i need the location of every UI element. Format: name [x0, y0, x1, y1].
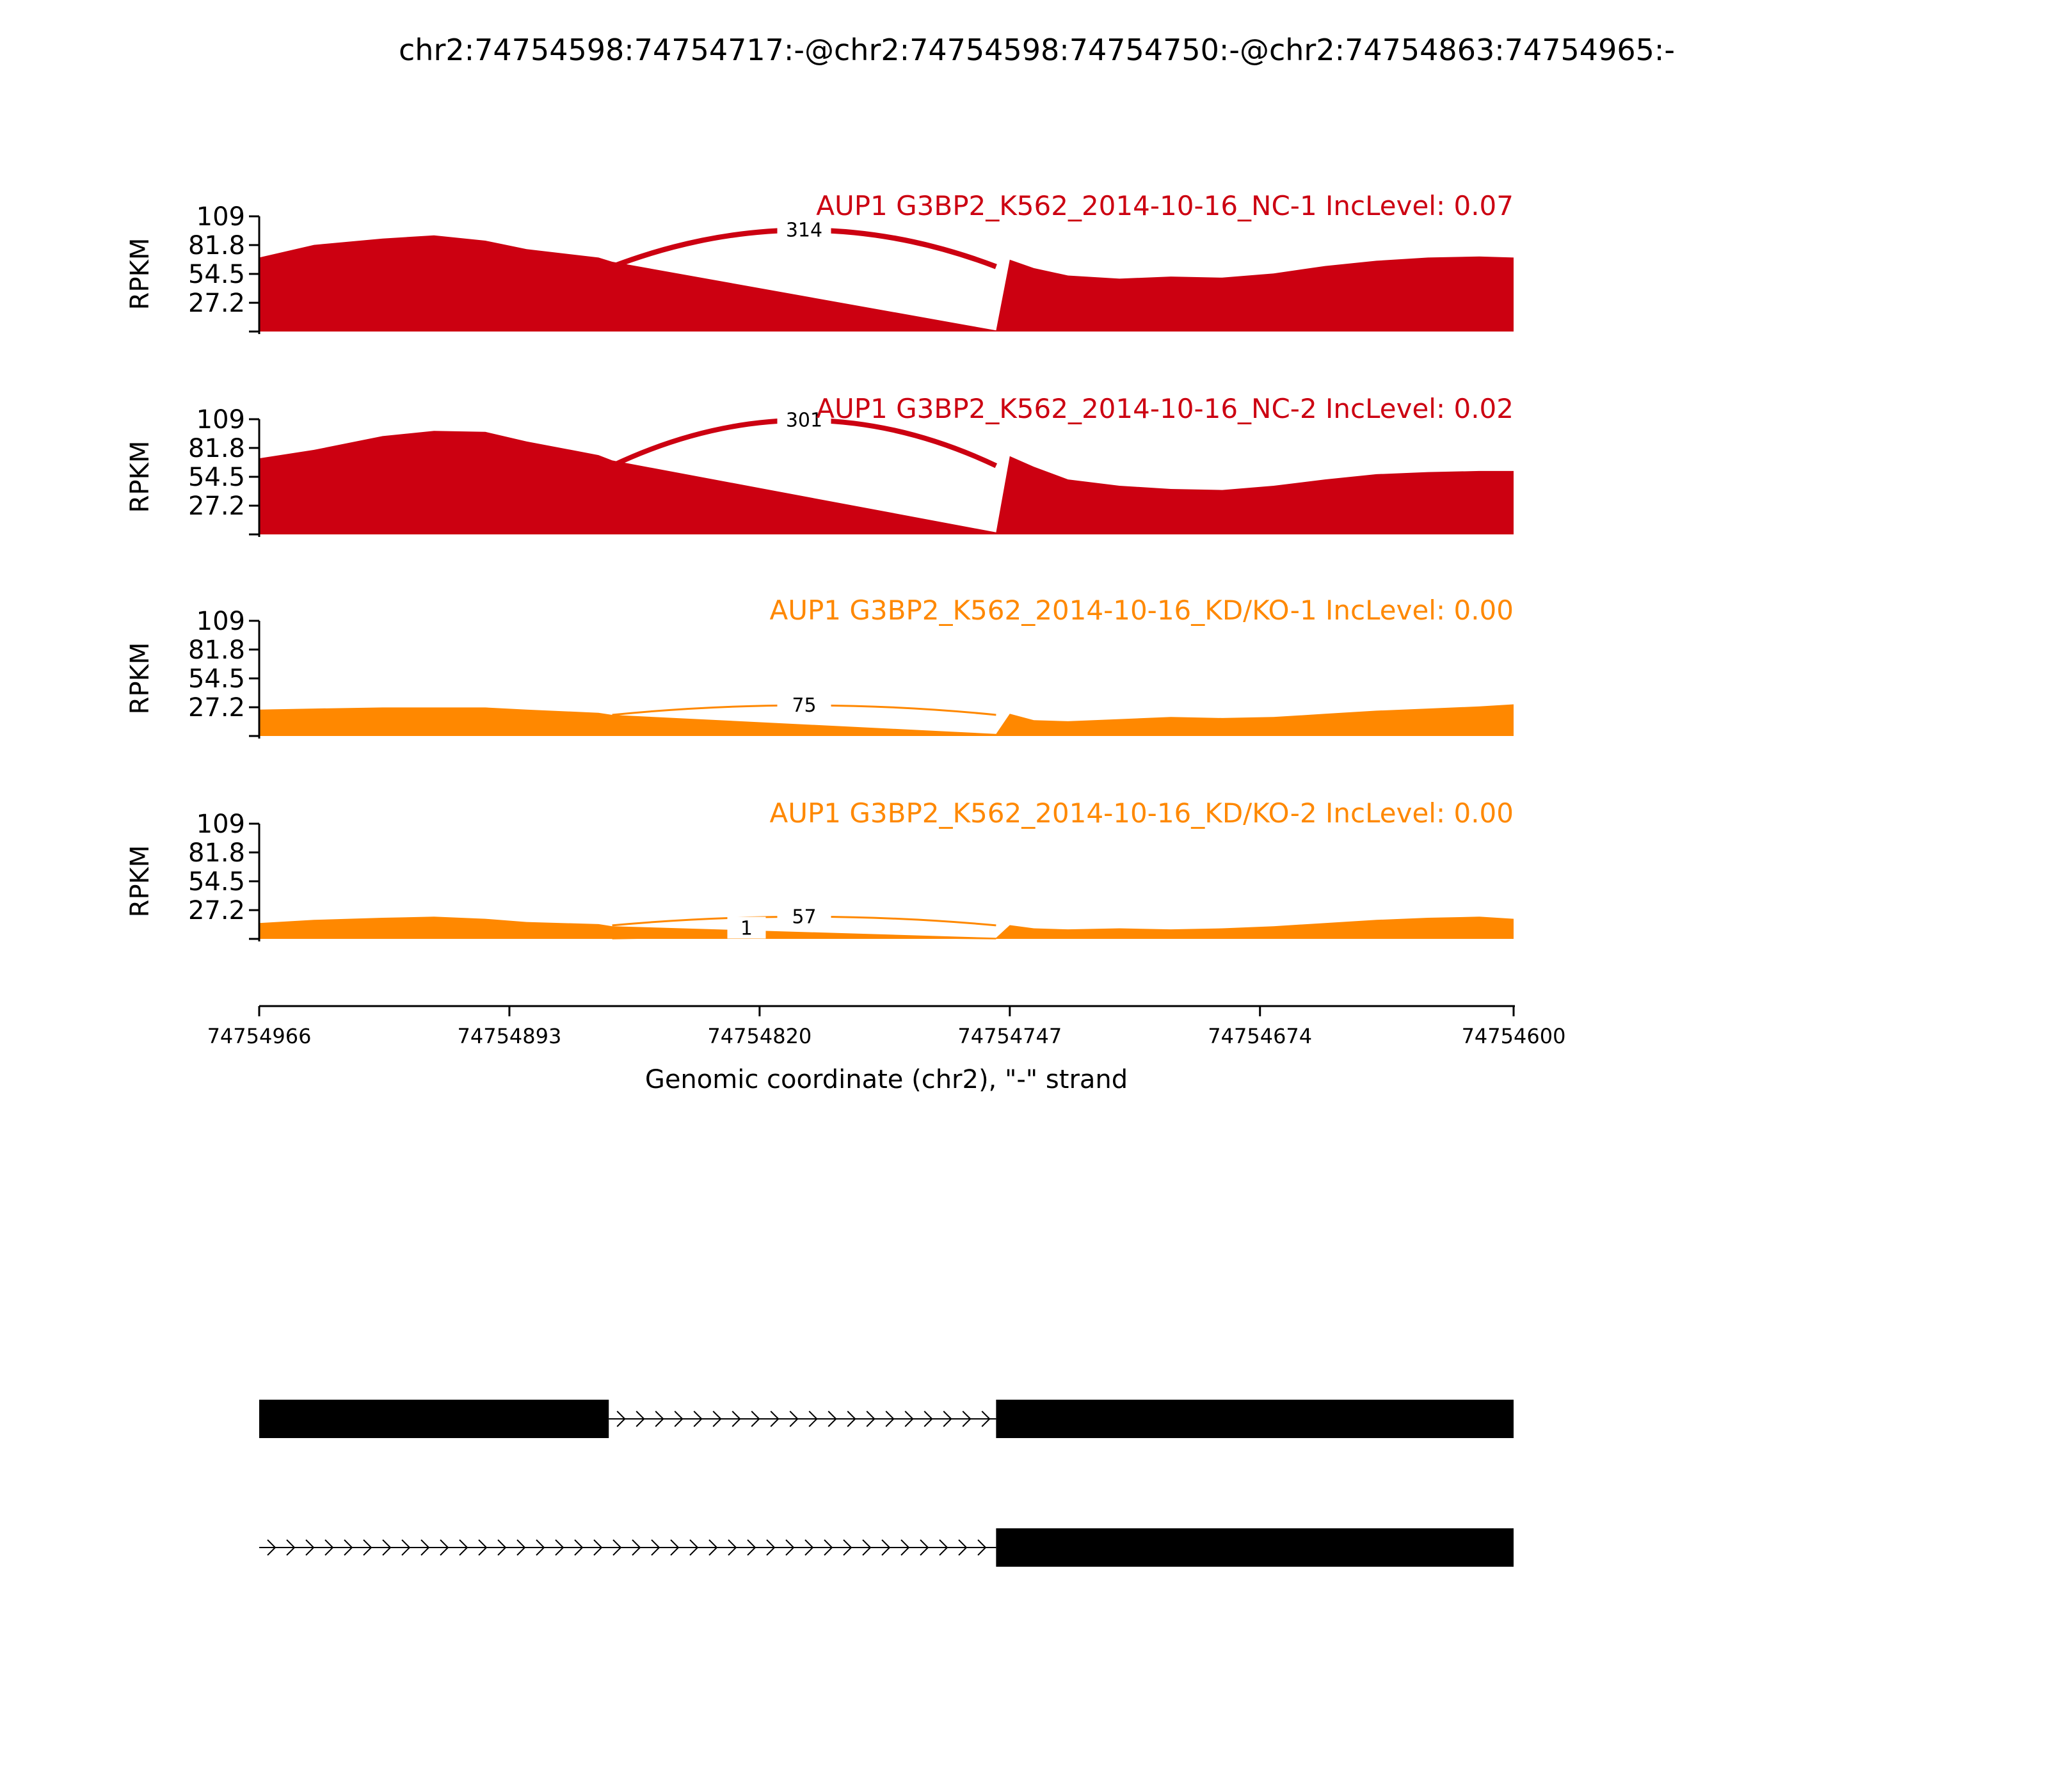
x-tick-label: 74754893	[457, 1024, 562, 1048]
y-axis-label: RPKM	[125, 237, 155, 310]
y-tick-label: 27.2	[188, 896, 245, 926]
transcript-2	[259, 1528, 1514, 1567]
sample-label: AUP1 G3BP2_K562_2014-10-16_NC-2 IncLevel: 0.02	[816, 393, 1514, 424]
junction-count-label: 57	[792, 906, 817, 929]
sample-label: AUP1 G3BP2_K562_2014-10-16_KD/KO-1 IncLevel: 0.00	[769, 595, 1514, 626]
coverage-area	[259, 705, 1514, 737]
y-tick-label: 81.8	[188, 838, 245, 868]
y-tick-label: 27.2	[188, 693, 245, 723]
exon-block	[259, 1400, 609, 1438]
x-tick-label: 74754820	[707, 1024, 812, 1048]
y-tick-label: 54.5	[188, 463, 245, 492]
y-tick-label: 54.5	[188, 664, 245, 694]
y-axis-label: RPKM	[125, 642, 155, 715]
y-tick-label: 54.5	[188, 260, 245, 289]
y-tick-label: 81.8	[188, 230, 245, 260]
coverage-panel-3	[125, 595, 1514, 739]
coverage-panel-4	[125, 797, 1514, 941]
x-tick-label: 74754747	[957, 1024, 1062, 1048]
coverage-panel-1	[125, 190, 1514, 334]
y-tick-label: 81.8	[188, 433, 245, 463]
y-tick-label: 54.5	[188, 867, 245, 897]
coverage-area	[259, 431, 1514, 534]
exon-block	[996, 1400, 1514, 1438]
coverage-area	[259, 916, 1514, 939]
y-tick-label: 27.2	[188, 492, 245, 522]
x-tick-label: 74754966	[207, 1024, 312, 1048]
x-axis-label: Genomic coordinate (chr2), "-" strand	[644, 1065, 1128, 1094]
junction-count-label: 1	[740, 917, 753, 940]
y-tick-label: 81.8	[188, 635, 245, 665]
coverage-area	[259, 236, 1514, 332]
x-axis	[207, 1006, 1566, 1048]
y-tick-label: 109	[196, 810, 245, 839]
sample-label: AUP1 G3BP2_K562_2014-10-16_NC-1 IncLevel: 0.07	[816, 190, 1514, 221]
junction-count-label: 314	[785, 219, 823, 242]
y-axis-label: RPKM	[125, 440, 155, 513]
transcript-models	[259, 1400, 1514, 1567]
coverage-panels	[125, 190, 1514, 941]
y-tick-label: 109	[196, 405, 245, 435]
x-tick-label: 74754600	[1461, 1024, 1566, 1048]
exon-block	[996, 1528, 1514, 1567]
y-tick-label: 109	[196, 607, 245, 636]
y-tick-label: 109	[196, 202, 245, 232]
junction-count-label: 75	[792, 694, 817, 717]
y-tick-label: 27.2	[188, 289, 245, 319]
sample-label: AUP1 G3BP2_K562_2014-10-16_KD/KO-2 IncLevel: 0.00	[769, 797, 1514, 829]
y-axis-label: RPKM	[125, 845, 155, 918]
coverage-panel-2	[125, 393, 1514, 537]
x-tick-label: 74754674	[1208, 1024, 1313, 1048]
chart-title: chr2:74754598:74754717:-@chr2:74754598:74754750:-@chr2:74754863:74754965:-	[399, 33, 1675, 67]
transcript-1	[259, 1400, 1514, 1438]
junction-count-label: 301	[785, 409, 823, 432]
